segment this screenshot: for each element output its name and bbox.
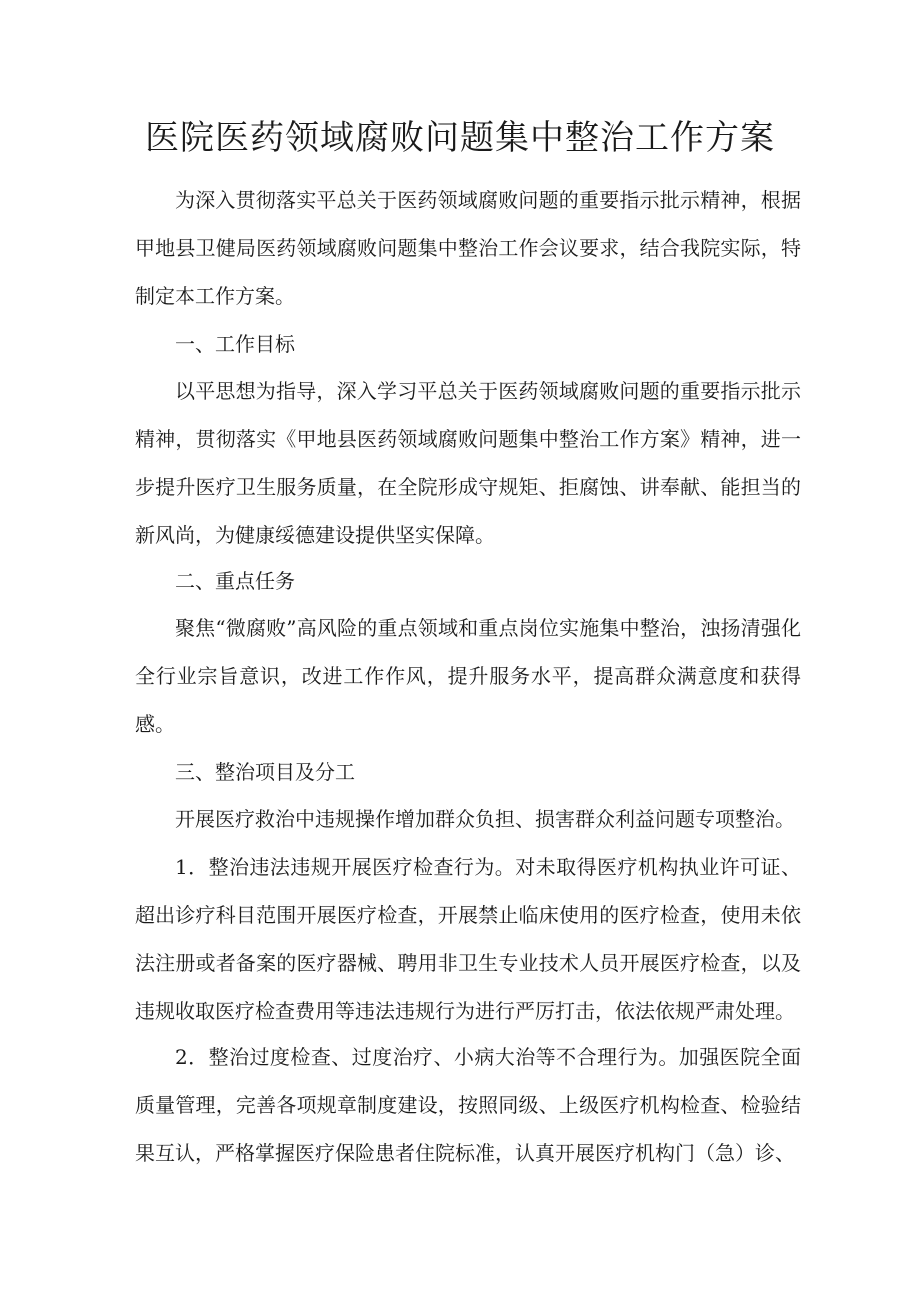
section-heading-tasks: 二、重点任务 bbox=[175, 569, 295, 593]
section-heading-goals: 一、工作目标 bbox=[175, 332, 295, 356]
intro-paragraph: 为深入贯彻落实平总关于医药领域腐败问题的重要指示批示精神，根据甲地县卫健局医药领域腐败问题集中整治工作会议要求，结合我院实际，特制定本工作方案。 bbox=[135, 188, 801, 308]
goals-paragraph: 以平思想为指导，深入学习平总关于医药领域腐败问题的重要指示批示精神，贯彻落实《甲地县医药领域腐败问题集中整治工作方案》精神，进一步提升医疗卫生服务质量，在全院形成守规矩、拒腐蚀、讲奉献、能担当的新风尚，为健康绥德建设提供坚实保障。 bbox=[135, 379, 801, 547]
section-heading-projects: 三、整治项目及分工 bbox=[175, 760, 355, 784]
item-2-paragraph: 2．整治过度检查、过度治疗、小病大治等不合理行为。加强医院全面质量管理，完善各项规章制度建设，按照同级、上级医疗机构检查、检验结果互认，严格掌握医疗保险患者住院标准，认真开展医疗机构门（急）诊、 bbox=[135, 1045, 801, 1165]
document-title: 医院医药领域腐败问题集中整治工作方案 bbox=[145, 118, 775, 158]
item-1-paragraph: 1．整治违法违规开展医疗检查行为。对未取得医疗机构执业许可证、超出诊疗科目范围开展医疗检查，开展禁止临床使用的医疗检查，使用未依法注册或者备案的医疗器械、聘用非卫生专业技术人员开展医疗检查，以及违规收取医疗检查费用等违法违规行为进行严厉打击，依法依规严肃处理。 bbox=[135, 855, 801, 1023]
projects-paragraph: 开展医疗救治中违规操作增加群众负担、损害群众利益问题专项整治。 bbox=[175, 807, 795, 831]
tasks-paragraph: 聚焦“微腐败”高风险的重点领域和重点岗位实施集中整治，浊扬清强化全行业宗旨意识，改进工作作风，提升服务水平，提高群众满意度和获得感。 bbox=[135, 616, 801, 736]
